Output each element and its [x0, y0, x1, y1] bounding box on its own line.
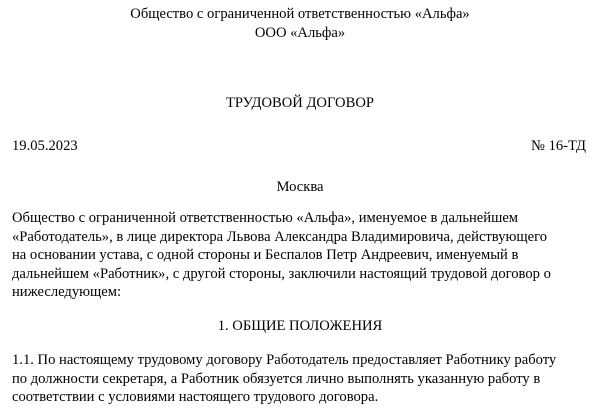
preamble-line: дальнейшем «Работник», с другой стороны, заключили настоящий трудовой договор о	[12, 265, 551, 282]
preamble-line: на основании устава, с одной стороны и Беспалов Петр Андреевич, именуемый в	[12, 247, 519, 263]
document-number: № 16-ТД	[531, 138, 586, 154]
section-heading: 1. ОБЩИЕ ПОЛОЖЕНИЯ	[217, 318, 383, 334]
document-city: Москва	[276, 179, 324, 195]
clause-line: соответствии с условиями настоящего трудового договора.	[12, 389, 379, 405]
preamble-paragraph	[12, 209, 586, 302]
preamble-line: Общество с ограниченной ответственностью «Альфа», именуемое в дальнейшем	[12, 210, 519, 226]
clause-1-1-paragraph	[12, 351, 586, 407]
org-short-name: ООО «Альфа»	[254, 25, 346, 41]
clause-line: по должности секретаря, а Работник обязуется лично выполнять указанную работу в	[12, 370, 541, 387]
preamble-line: «Работодатель», в лице директора Львова Александра Владимировича, действующего	[12, 228, 548, 245]
org-full-name: Общество с ограниченной ответственностью «Альфа»	[130, 6, 470, 22]
preamble-line: нижеследующем:	[12, 284, 122, 300]
document-date: 19.05.2023	[12, 138, 78, 154]
document-title: ТРУДОВОЙ ДОГОВОР	[226, 95, 374, 111]
clause-line: 1.1. По настоящему трудовому договору Работодатель предоставляет Работнику работу	[12, 352, 557, 368]
